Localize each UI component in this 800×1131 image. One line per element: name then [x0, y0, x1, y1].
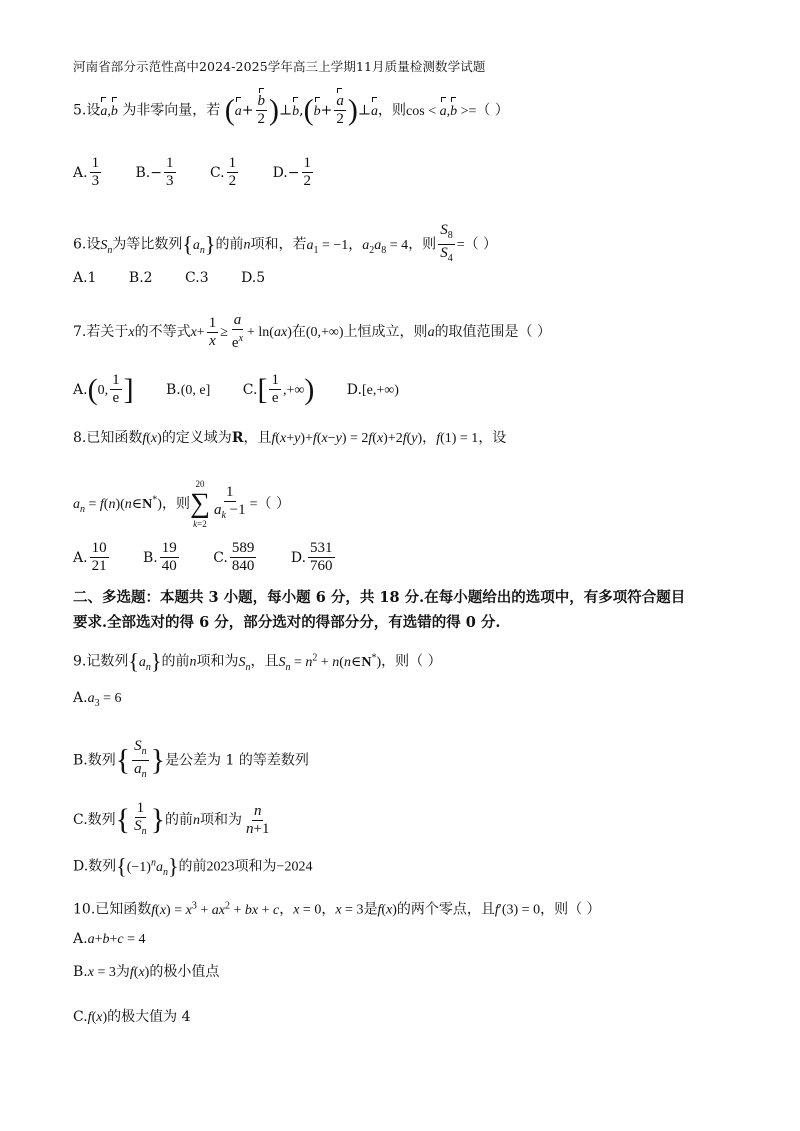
option-7a[interactable]: A.(0, $\frac{1}{e}$ ] [73, 372, 134, 406]
question-6: 6.设$S_n$为等比数列$\{a_n\}$的前n项和，若$a_1 = -1$，$a_2a_8 = 4$，则 $\frac{S_8}{S_4}$ =（ ） [73, 222, 498, 264]
option-5c[interactable]: C. $\frac{1}{2}$ [209, 155, 237, 189]
option-8d[interactable]: D. $\frac{531}{760}$ [290, 540, 333, 574]
question-5-options [73, 155, 343, 190]
option-8a[interactable]: A. $\frac{10}{21}$ [73, 540, 107, 574]
option-7c[interactable]: C.[ $\frac{1}{e}$ ,+∞) [242, 372, 315, 406]
option-9b[interactable]: B.数列{ $\frac{S_n}{a_n}$ }是公差为 1 的等差数列 [73, 738, 309, 780]
question-7-options [73, 372, 427, 407]
question-10: 10.已知函数$f(x) = x^3 + ax^2$ + bx + c，x = 0，x = 3是f(x)的两个零点，且f′(3) = 0，则（ ） [73, 900, 601, 918]
option-10a[interactable]: A.a+b+c = 4 [73, 931, 146, 947]
question-8-line-2: $a_n$ = f(n)(n∈N*)，则 20 ∑ k=2 $\frac{1}{a_k -1}$ =（ ） [73, 479, 290, 529]
option-9c[interactable]: C.数列{ $\frac{1}{S_n}$ }的前n项和为 $\frac{n}{n+1}$ [73, 800, 270, 837]
option-10b[interactable]: B.x = 3为f(x)的极小值点 [73, 964, 220, 980]
option-6b[interactable]: B.2 [128, 270, 153, 286]
option-7d[interactable]: D.[e,+∞) [346, 381, 399, 398]
option-10c[interactable]: C.f(x)的极大值为 4 [73, 1009, 191, 1025]
question-8-options [73, 540, 365, 575]
question-6-options [73, 268, 293, 288]
question-9: 9.记数列$\{a_n\}$的前n项和为$S_n$，且$S_n = n^2$ + n(n∈N*)，则（ ） [73, 648, 442, 674]
option-8b[interactable]: B. $\frac{19}{40}$ [143, 540, 177, 574]
option-7b[interactable]: B.(0, e] [166, 381, 211, 398]
page-header: 河南省部分示范性高中2024-2025学年高三上学期11月质量检测数学试题 [73, 59, 486, 74]
option-5d[interactable]: D.− $\frac{1}{2}$ [272, 155, 311, 189]
section-heading-line-2: 要求.全部选对的得 6 分，部分选对的得部分分，有选错的得 0 分. [73, 614, 501, 631]
section-heading-line-1: 二、多选题：本题共 3 小题，每小题 6 分，共 18 分.在每小题给出的选项中，有多项符合题目 [73, 589, 686, 606]
option-9a[interactable]: $A.a_3 = 6$ [73, 690, 122, 709]
option-6d[interactable]: D.5 [241, 270, 266, 286]
option-8c[interactable]: C. $\frac{589}{840}$ [213, 540, 255, 574]
option-5a[interactable]: A. $\frac{1}{3}$ [73, 155, 100, 189]
question-5: 5.设a,b 为非零向量，若 (a+ $\frac{b}{2}$ )⊥b,(b+ $\frac{a}{2}$ )⊥a，则cos < a,b >=（ ） [73, 93, 509, 127]
option-9d[interactable]: D.数列$\{(-1)^na_n\}$的前2023项和为−2024 [73, 853, 313, 879]
question-8-line-1: 8.已知函数f(x)的定义域为R，且f(x+y)+f(x−y) = 2f(x)+2f(y)，f(1) = 1，设 [73, 430, 507, 446]
option-6a[interactable]: A.1 [73, 270, 97, 286]
question-7: 7.若关于x的不等式x+ $\frac{1}{x}$ ≥ $\frac{a}{e^x}$ + ln(ax)在(0,+∞)上恒成立，则a的取值范围是（ ） [73, 312, 552, 351]
option-5b[interactable]: B.− $\frac{1}{3}$ [135, 155, 174, 189]
option-6c[interactable]: C.3 [185, 270, 209, 286]
